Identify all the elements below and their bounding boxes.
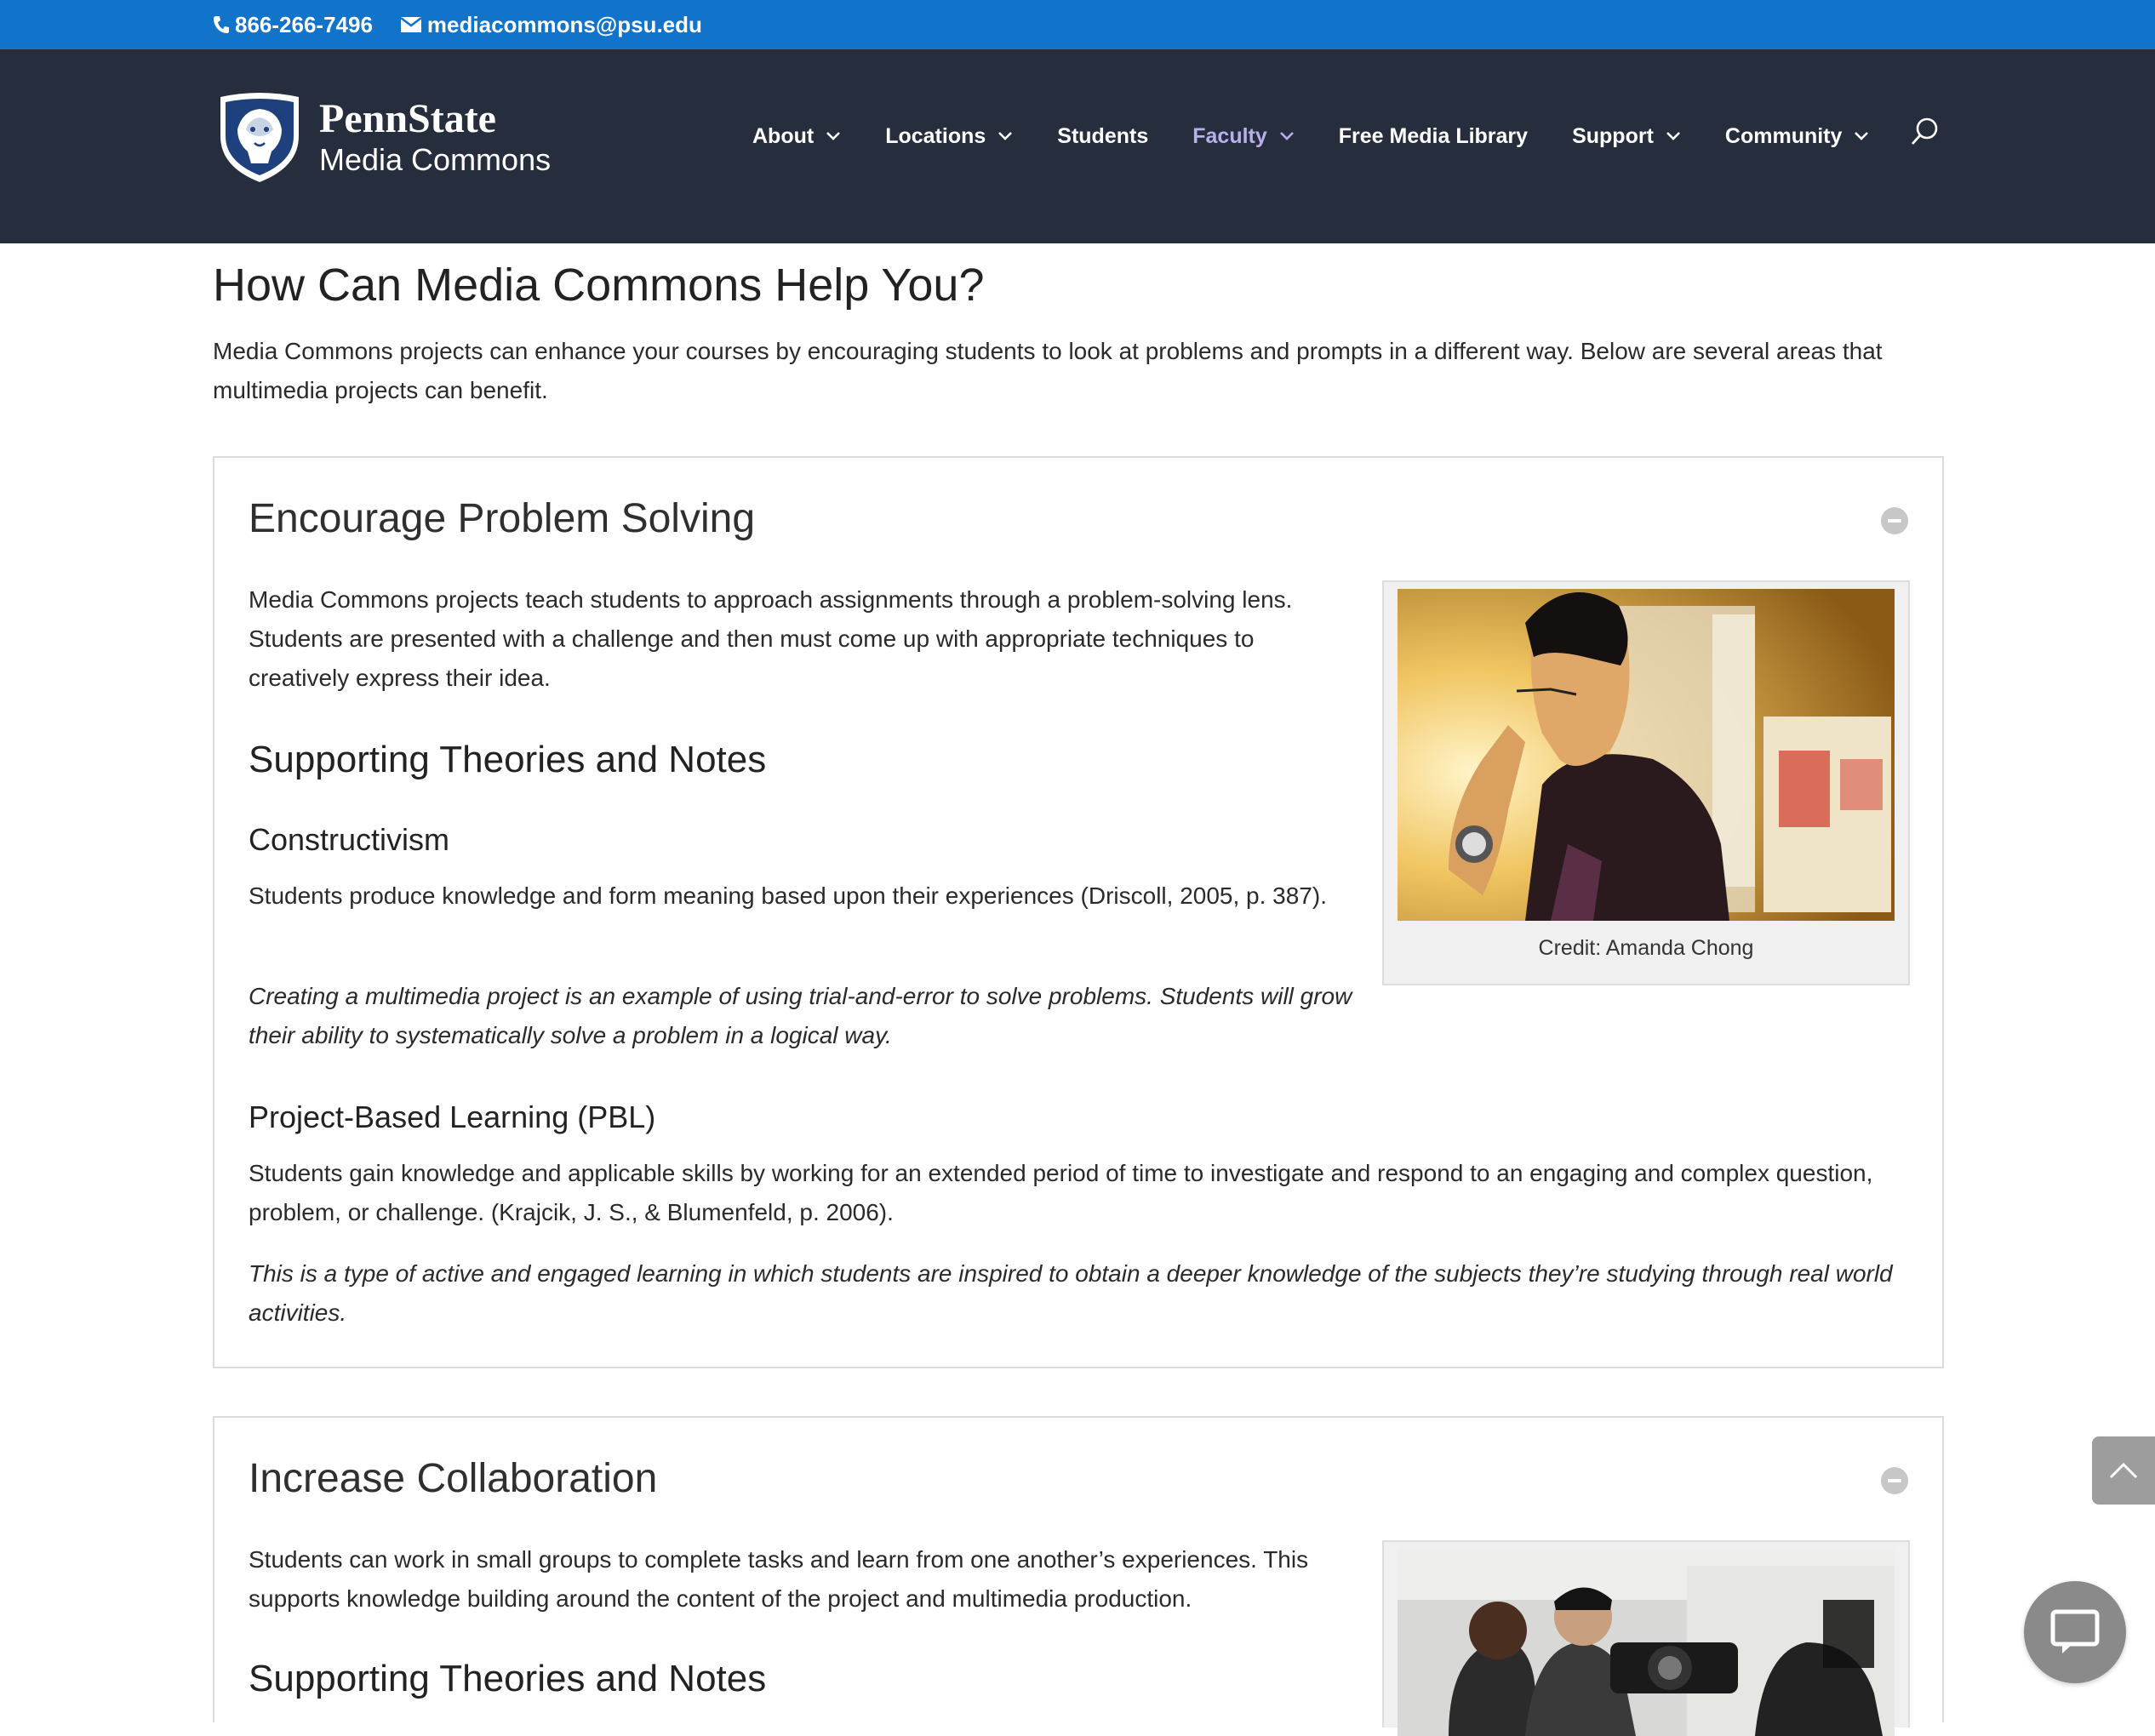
collapse-icon[interactable]	[1881, 507, 1908, 534]
theories-heading: Supporting Theories and Notes	[249, 1658, 767, 1699]
email-address: mediacommons@psu.edu	[426, 11, 702, 37]
nav-label: About	[752, 123, 815, 148]
nav-label: Community	[1724, 123, 1843, 148]
image-figure	[1382, 1540, 1910, 1727]
nav-item-students[interactable]	[1057, 124, 1148, 149]
nav-label: Support	[1572, 123, 1654, 148]
nav-item-locations[interactable]	[885, 124, 1013, 149]
back-to-top-button[interactable]	[2092, 1436, 2155, 1505]
toggle-title[interactable]: Increase Collaboration	[249, 1456, 658, 1501]
section-body: Students can work in small groups to complete tasks and learn from one another’s experiences. This supports knowledge building around the content of the project and multimedia production.	[249, 1546, 1309, 1612]
search-icon[interactable]	[1910, 116, 1941, 146]
site-header	[0, 49, 2155, 243]
image-caption: Credit: Amanda Chong	[1538, 936, 1754, 960]
phone-icon	[213, 15, 230, 34]
toggle-encourage-problem-solving	[213, 456, 1944, 1368]
nav-label: Free Media Library	[1338, 123, 1529, 148]
logo-line-1: PennState	[319, 96, 496, 141]
logo-line-2: Media Commons	[319, 142, 552, 177]
section-body: Media Commons projects teach students to approach assignments through a problem-solving lens. Students are presented with a challenge and then must come up with appropriate techniques to creatively express their idea.	[249, 586, 1293, 691]
chevron-down-icon	[1666, 131, 1681, 141]
phone-number: 866-266-7496	[235, 11, 373, 37]
toggle-title[interactable]: Encourage Problem Solving	[249, 496, 756, 541]
phone-link[interactable]	[213, 12, 373, 38]
nav-item-community[interactable]	[1725, 124, 1870, 149]
chevron-down-icon	[997, 131, 1013, 141]
chevron-down-icon	[826, 131, 841, 141]
nav-label: Locations	[885, 123, 986, 148]
site-logo[interactable]	[217, 92, 551, 184]
theory-heading: Project-Based Learning (PBL)	[249, 1099, 656, 1134]
email-link[interactable]	[400, 12, 702, 38]
main-nav	[752, 114, 1913, 158]
nav-item-faculty[interactable]	[1192, 124, 1295, 149]
image-figure	[1382, 580, 1910, 985]
theories-heading: Supporting Theories and Notes	[249, 739, 767, 780]
nav-label: Students	[1057, 123, 1149, 148]
nav-item-support[interactable]	[1572, 124, 1681, 149]
nav-item-about[interactable]	[752, 124, 841, 149]
penn-state-shield-logo	[217, 92, 302, 184]
theory-heading: Constructivism	[249, 822, 450, 857]
contact-bar	[0, 0, 2155, 49]
theory-text: Students produce knowledge and form meaning based upon their experiences (Driscoll, 2005, p. 387).	[249, 882, 1327, 909]
chevron-down-icon	[1854, 131, 1869, 141]
nav-item-free-media-library[interactable]	[1339, 124, 1528, 149]
collapse-icon[interactable]	[1881, 1467, 1908, 1494]
envelope-icon	[400, 16, 422, 33]
chat-button[interactable]	[2024, 1581, 2126, 1683]
theory-note: Creating a multimedia project is an example of using trial-and-error to solve problems. Students will grow their ability to systematically solve a problem in a logical way.	[249, 983, 1352, 1048]
toggle-increase-collaboration	[213, 1416, 1944, 1722]
intro-text: Media Commons projects can enhance your courses by encouraging students to look at problems and prompts in a different way. Below are several areas that multimedia projects can benefit.	[213, 338, 1883, 403]
student-photo	[1398, 589, 1895, 921]
nav-label: Faculty	[1192, 123, 1267, 148]
chat-icon	[2050, 1609, 2100, 1655]
page-title: How Can Media Commons Help You?	[213, 260, 985, 311]
chevron-down-icon	[1279, 131, 1295, 141]
theory-note: This is a type of active and engaged learning in which students are inspired to obtain a deeper knowledge of the subjects they’re studying through real world activities.	[249, 1260, 1893, 1326]
chevron-up-icon	[2108, 1461, 2139, 1480]
theory-text: Students gain knowledge and applicable skills by working for an extended period of time to investigate and respond to an engaging and complex question, problem, or challenge. (Krajcik, J. S., & Blumenfeld, p. 2006).	[249, 1160, 1873, 1225]
collaboration-photo	[1398, 1549, 1895, 1736]
